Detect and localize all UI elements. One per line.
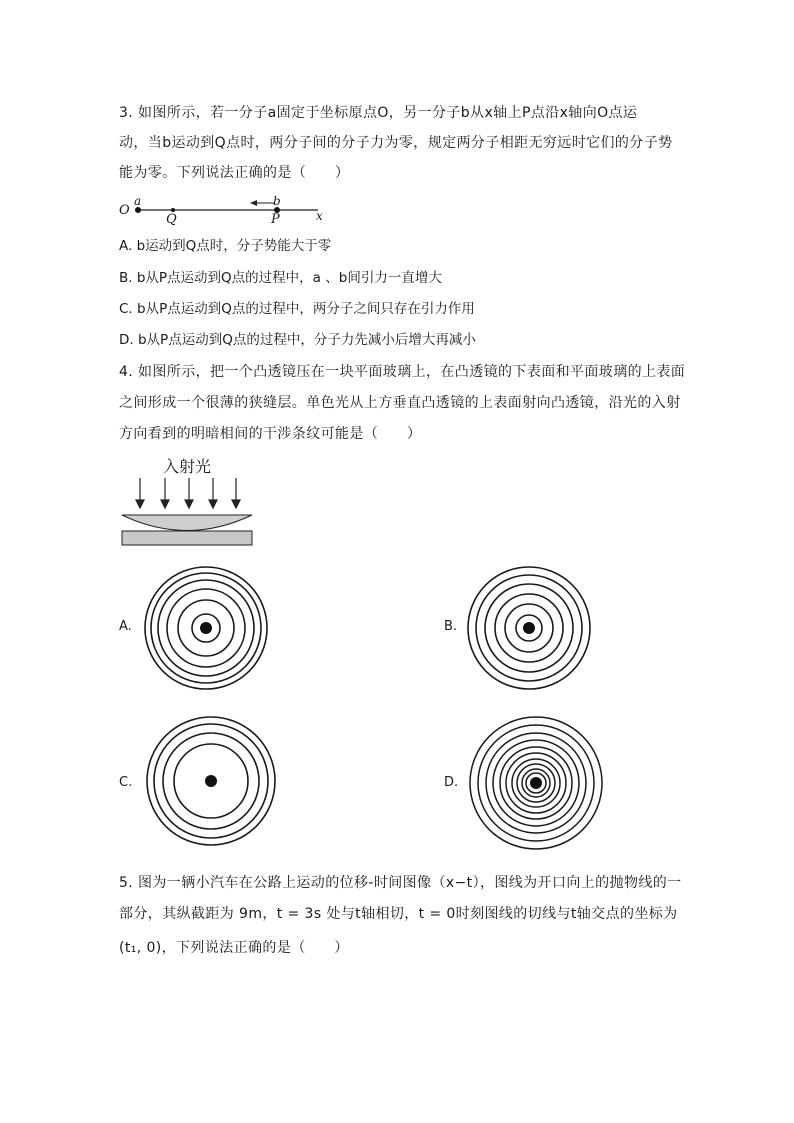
choice-d-rings bbox=[468, 715, 604, 851]
label-x: x bbox=[316, 209, 323, 223]
label-O: O bbox=[119, 203, 130, 218]
motion-arrowhead bbox=[250, 200, 257, 206]
q5-line-3: (t₁, 0)，下列说法正确的是（ ） bbox=[119, 940, 349, 956]
q4-line-1: 4. 如图所示，把一个凸透镜压在一块平面玻璃上，在凸透镜的下表面和平面玻璃的上表面 bbox=[119, 364, 686, 380]
q3-option-c: C. b从P点运动到Q点的过程中，两分子之间只存在引力作用 bbox=[119, 301, 475, 317]
convex-lens bbox=[122, 515, 252, 531]
choice-b-label: B. bbox=[444, 619, 458, 634]
q3-axis-figure bbox=[118, 195, 338, 225]
q5-line-1: 5. 图为一辆小汽车在公路上运动的位移-时间图像（x−t），图线为开口向上的抛物线的一 bbox=[119, 875, 682, 891]
q3-option-d: D. b从P点运动到Q点的过程中，分子力先减小后增大再减小 bbox=[119, 332, 476, 348]
choice-c-rings bbox=[145, 715, 277, 847]
q4-line-3: 方向看到的明暗相间的干涉条纹可能是（ ） bbox=[119, 426, 422, 442]
choice-b-rings bbox=[466, 565, 592, 691]
label-P: P bbox=[271, 212, 280, 227]
q5-line-2: 部分，其纵截距为 9m，t = 3s 处与t轴相切，t = 0时刻图线的切线与t轴交点的坐标为 bbox=[119, 906, 678, 922]
q4-line-2: 之间形成一个很薄的狭缝层。单色光从上方垂直凸透镜的上表面射向凸透镜，沿光的入射 bbox=[119, 395, 681, 411]
q3-option-b: B. b从P点运动到Q点的过程中，a 、b间引力一直增大 bbox=[119, 270, 442, 286]
choice-c-label: C. bbox=[119, 775, 133, 790]
q3-line-3: 能为零。下列说法正确的是（ ） bbox=[119, 165, 350, 181]
choice-a-rings bbox=[143, 565, 269, 691]
label-Q: Q bbox=[166, 212, 177, 227]
choice-a-label: A. bbox=[119, 619, 132, 634]
q3-line-2: 动，当b运动到Q点时，两分子间的分子力为零，规定两分子相距无穷远时它们的分子势 bbox=[119, 135, 673, 151]
choice-d-label: D. bbox=[444, 775, 459, 790]
glass-plate bbox=[122, 531, 252, 545]
label-b: b bbox=[273, 194, 281, 208]
lens-figure bbox=[118, 478, 258, 548]
label-a: a bbox=[134, 194, 142, 208]
incident-light-label: 入射光 bbox=[163, 457, 212, 476]
q3-option-a: A. b运动到Q点时，分子势能大于零 bbox=[119, 238, 332, 254]
q3-line-1: 3. 如图所示，若一分子a固定于坐标原点O，另一分子b从x轴上P点沿x轴向O点运 bbox=[119, 105, 638, 121]
